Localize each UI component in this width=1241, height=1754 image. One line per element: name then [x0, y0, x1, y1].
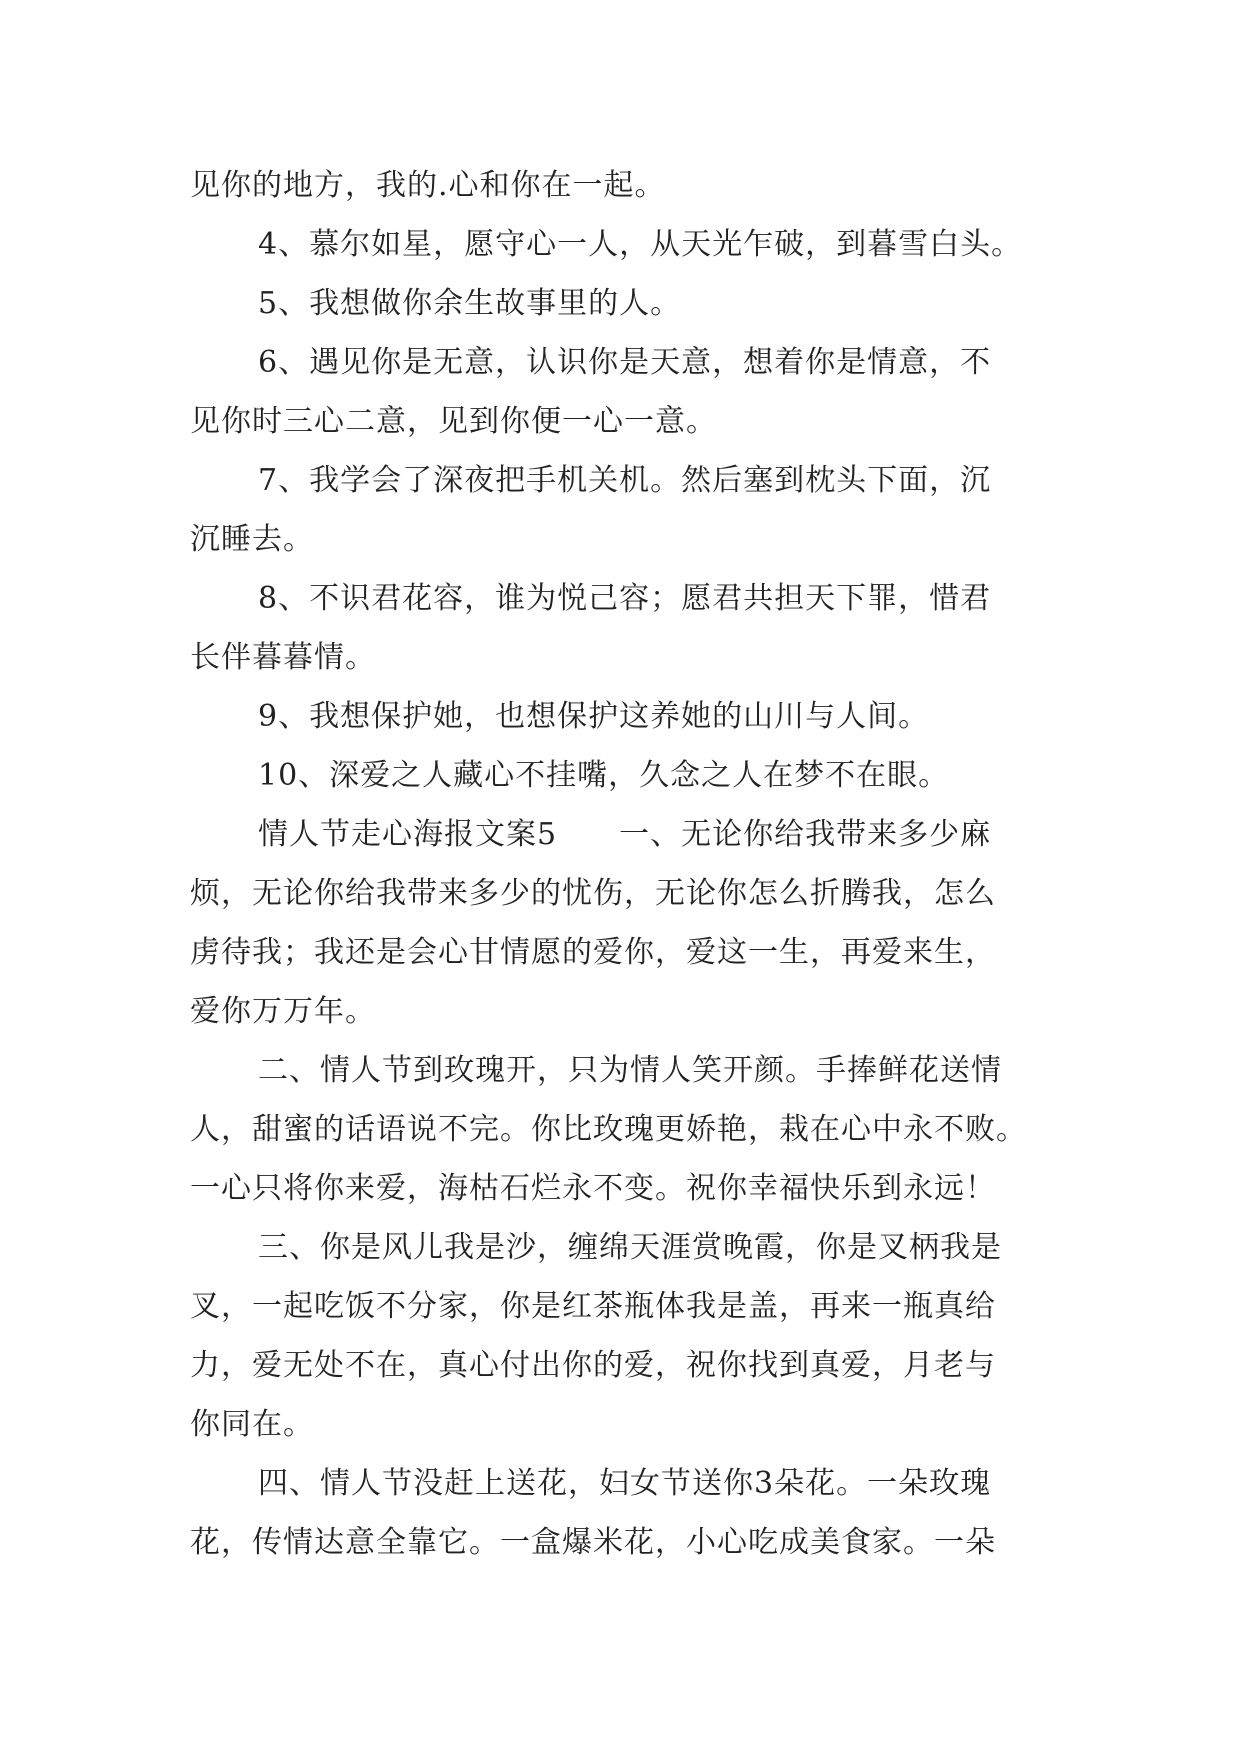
text-line: 三、你是风儿我是沙，缠绵天涯赏晚霞，你是叉柄我是: [258, 1230, 1002, 1265]
text-line: 5、我想做你余生故事里的人。: [258, 286, 682, 321]
text-line: 10、深爱之人藏心不挂嘴，久念之人在梦不在眼。: [258, 758, 950, 793]
text-line: 叉，一起吃饭不分家，你是红茶瓶体我是盖，再来一瓶真给: [190, 1289, 996, 1324]
text-line: 见你时三心二意，见到你便一心一意。: [190, 404, 717, 439]
text-line: 花，传情达意全靠它。一盒爆米花，小心吃成美食家。一朵: [190, 1525, 996, 1560]
text-line: 见你的地方，我的.心和你在一起。: [190, 168, 666, 203]
text-line: 9、我想保护她，也想保护这养她的山川与人间。: [258, 699, 930, 734]
text-line: 二、情人节到玫瑰开，只为情人笑开颜。手捧鲜花送情: [258, 1053, 1002, 1088]
text-line: 8、不识君花容，谁为悦己容；愿君共担天下罪，惜君: [258, 581, 992, 616]
text-line: 6、遇见你是无意，认识你是天意，想着你是情意，不: [258, 345, 992, 380]
text-line: 7、我学会了深夜把手机关机。然后塞到枕头下面，沉: [258, 463, 992, 498]
text-line: 沉睡去。: [190, 522, 314, 557]
text-line: 一心只将你来爱，海枯石烂永不变。祝你幸福快乐到永远！: [190, 1171, 996, 1206]
document-page: [190, 156, 1070, 1572]
text-line: 力，爱无处不在，真心付出你的爱，祝你找到真爱，月老与: [190, 1348, 996, 1383]
text-line: 情人节走心海报文案5 一、无论你给我带来多少麻: [258, 817, 992, 852]
text-line: 你同在。: [190, 1407, 314, 1442]
text-line: 爱你万万年。: [190, 994, 376, 1029]
text-line: 长伴暮暮情。: [190, 640, 376, 675]
text-line: 烦，无论你给我带来多少的忧伤，无论你怎么折腾我，怎么: [190, 876, 996, 911]
text-line: 人，甜蜜的话语说不完。你比玫瑰更娇艳，栽在心中永不败。: [190, 1112, 1027, 1147]
text-line: 四、情人节没赶上送花，妇女节送你3朵花。一朵玫瑰: [258, 1466, 992, 1501]
text-line: 4、慕尔如星，愿守心一人，从天光乍破，到暮雪白头。: [258, 227, 1023, 262]
text-line: 虏待我；我还是会心甘情愿的爱你，爱这一生，再爱来生，: [190, 935, 996, 970]
